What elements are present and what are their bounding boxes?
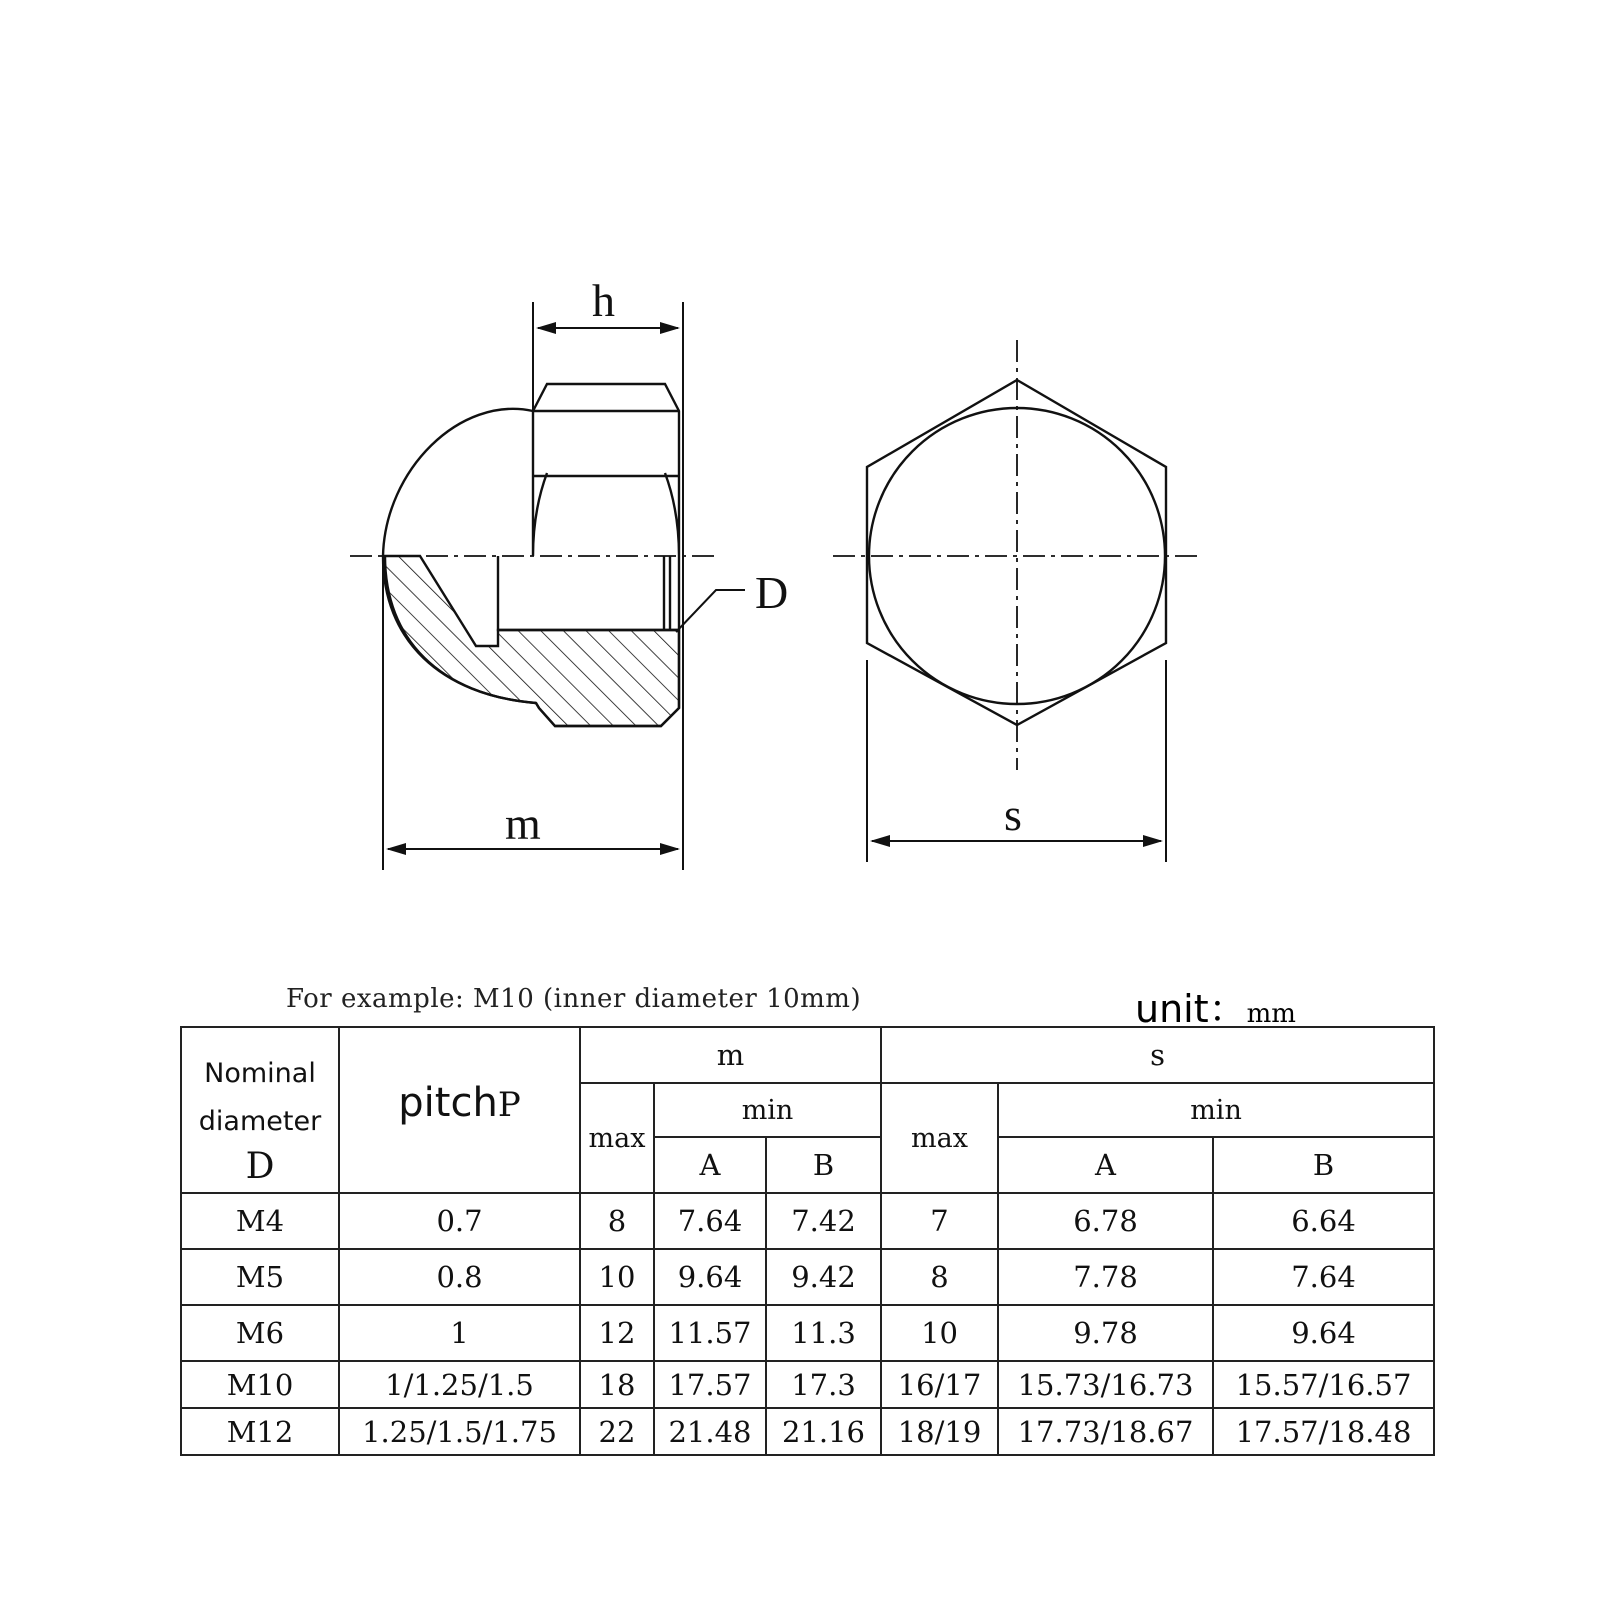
m-header: m xyxy=(580,1027,881,1083)
cell-m-min-a: 11.57 xyxy=(654,1305,766,1361)
cell-s-min-b: 15.57/16.57 xyxy=(1213,1361,1434,1408)
nominal-line1: Nominal xyxy=(204,1058,316,1089)
cell-m-max: 18 xyxy=(580,1361,654,1408)
cell-s-max: 18/19 xyxy=(881,1408,998,1455)
cell-d: M12 xyxy=(181,1408,339,1455)
cell-s-min-a: 9.78 xyxy=(998,1305,1213,1361)
cell-d: M10 xyxy=(181,1361,339,1408)
unit-word: unit xyxy=(1135,987,1209,1031)
s-max-header: max xyxy=(881,1083,998,1193)
cell-m-min-b: 7.42 xyxy=(766,1193,881,1249)
cell-d: M4 xyxy=(181,1193,339,1249)
cell-d: M6 xyxy=(181,1305,339,1361)
cell-m-min-b: 9.42 xyxy=(766,1249,881,1305)
front-centerlines xyxy=(833,340,1202,770)
m-label: m xyxy=(505,798,541,849)
hex-portion xyxy=(533,384,679,556)
cell-m-min-b: 17.3 xyxy=(766,1361,881,1408)
m-min-b-header: B xyxy=(766,1137,881,1193)
cell-m-max: 22 xyxy=(580,1408,654,1455)
d-label: D xyxy=(755,567,789,618)
pitch-header xyxy=(339,1027,580,1193)
cell-m-min-a: 17.57 xyxy=(654,1361,766,1408)
cell-d: M5 xyxy=(181,1249,339,1305)
cell-pitch: 1.25/1.5/1.75 xyxy=(339,1408,580,1455)
cell-s-max: 8 xyxy=(881,1249,998,1305)
s-label: s xyxy=(1004,789,1022,840)
cell-s-max: 16/17 xyxy=(881,1361,998,1408)
cell-m-max: 10 xyxy=(580,1249,654,1305)
cell-m-min-a: 21.48 xyxy=(654,1408,766,1455)
hatched-section xyxy=(385,556,679,726)
cell-s-min-b: 7.64 xyxy=(1213,1249,1434,1305)
table-row xyxy=(181,1305,1434,1361)
unit-value: mm xyxy=(1246,999,1296,1029)
table-row xyxy=(181,1361,1434,1408)
cell-s-max: 7 xyxy=(881,1193,998,1249)
cell-m-min-a: 7.64 xyxy=(654,1193,766,1249)
m-min-a-header: A xyxy=(654,1137,766,1193)
s-min-b-header: B xyxy=(1213,1137,1434,1193)
table-row xyxy=(181,1249,1434,1305)
cell-pitch: 0.8 xyxy=(339,1249,580,1305)
s-min-a-header: A xyxy=(998,1137,1213,1193)
cell-pitch: 1 xyxy=(339,1305,580,1361)
nominal-line2: diameter xyxy=(198,1106,322,1137)
nominal-line3: D xyxy=(245,1146,275,1187)
cell-m-max: 12 xyxy=(580,1305,654,1361)
m-max-header: max xyxy=(580,1083,654,1193)
table-row xyxy=(181,1408,1434,1455)
m-min-header: min xyxy=(654,1083,881,1137)
cell-s-max: 10 xyxy=(881,1305,998,1361)
cell-pitch: 0.7 xyxy=(339,1193,580,1249)
spec-table xyxy=(180,1026,1435,1456)
cell-s-min-b: 9.64 xyxy=(1213,1305,1434,1361)
pitch-symbol: P xyxy=(497,1085,521,1125)
cell-s-min-b: 17.57/18.48 xyxy=(1213,1408,1434,1455)
threaded-bore xyxy=(498,556,679,630)
unit-label xyxy=(1135,978,1296,1033)
h-label: h xyxy=(592,275,615,326)
table-row xyxy=(181,1193,1434,1249)
s-min-header: min xyxy=(998,1083,1434,1137)
cell-s-min-a: 17.73/18.67 xyxy=(998,1408,1213,1455)
h-dimension xyxy=(533,302,683,870)
cell-m-min-a: 9.64 xyxy=(654,1249,766,1305)
cell-s-min-a: 6.78 xyxy=(998,1193,1213,1249)
d-leader xyxy=(676,590,745,632)
header-row-1 xyxy=(181,1027,1434,1083)
cell-pitch: 1/1.25/1.5 xyxy=(339,1361,580,1408)
unit-separator: ： xyxy=(1208,987,1247,1031)
cell-s-min-a: 7.78 xyxy=(998,1249,1213,1305)
s-header: s xyxy=(881,1027,1434,1083)
cell-m-min-b: 11.3 xyxy=(766,1305,881,1361)
cell-s-min-b: 6.64 xyxy=(1213,1193,1434,1249)
example-caption: For example: M10 (inner diameter 10mm) xyxy=(286,984,862,1014)
cell-m-max: 8 xyxy=(580,1193,654,1249)
nominal-header xyxy=(181,1027,339,1193)
pitch-word: pitch xyxy=(398,1080,498,1126)
cell-m-min-b: 21.16 xyxy=(766,1408,881,1455)
cell-s-min-a: 15.73/16.73 xyxy=(998,1361,1213,1408)
